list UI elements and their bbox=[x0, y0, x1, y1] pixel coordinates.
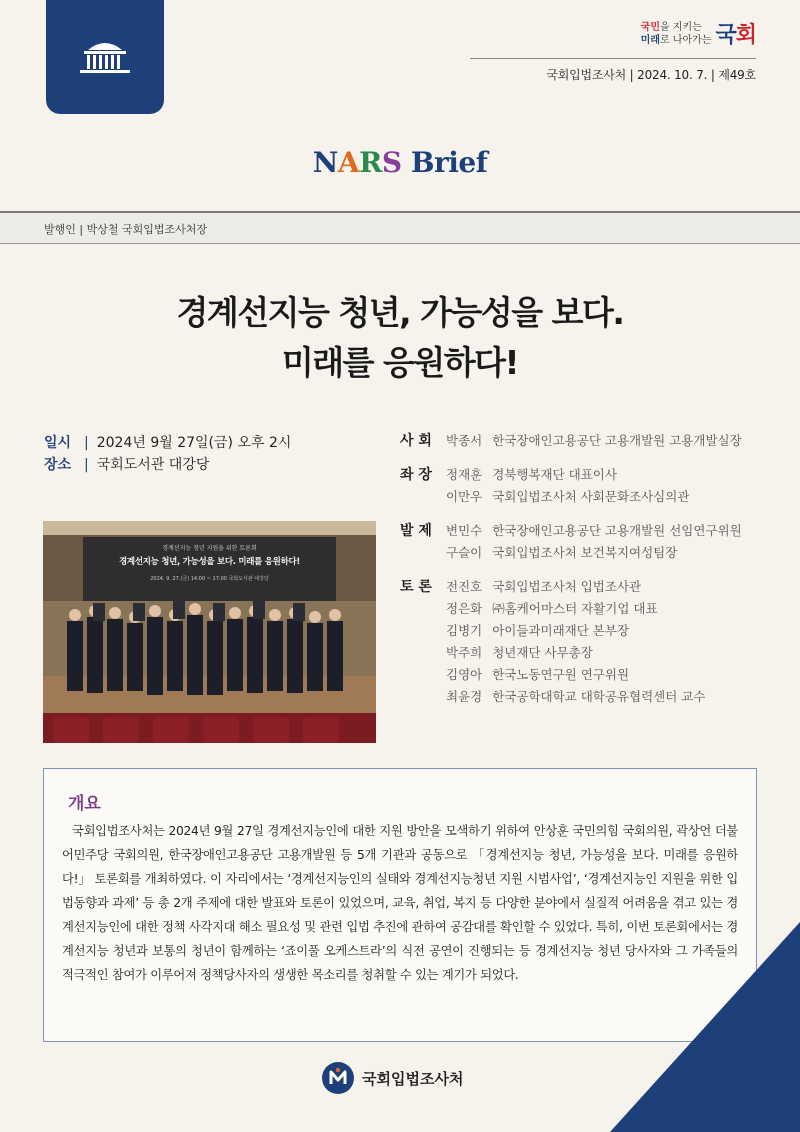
participant-name: 정은화 bbox=[446, 601, 483, 616]
corner-decoration bbox=[610, 922, 800, 1132]
participant-name: 김병기 bbox=[446, 623, 483, 638]
assembly-emblem-tab bbox=[46, 0, 164, 114]
participant-name: 구슬이 bbox=[446, 545, 483, 560]
participant-title: 한국장애인고용공단 고용개발원 고용개발실장 bbox=[492, 433, 742, 448]
issue-info: 국회입법조사처 | 2024. 10. 7. | 제49호 bbox=[546, 68, 756, 82]
role-presenter bbox=[400, 520, 742, 564]
assembly-slogan bbox=[641, 18, 756, 49]
role-panel bbox=[400, 576, 742, 708]
national-assembly-icon bbox=[74, 36, 136, 78]
participant-title: 국회입법조사처 사회문화조사심의관 bbox=[492, 489, 690, 504]
slogan-text-2: 로 나아가는 bbox=[659, 34, 712, 46]
page-title bbox=[0, 288, 800, 388]
date-label: 일시 bbox=[44, 435, 72, 451]
participant-title: 국회입법조사처 입법조사관 bbox=[492, 579, 642, 594]
place-value: 국회도서관 대강당 bbox=[96, 457, 210, 473]
event-group-photo bbox=[43, 521, 376, 743]
logo-letter-s: S bbox=[381, 146, 402, 179]
summary-heading: 개요 bbox=[68, 794, 101, 814]
participants-list bbox=[400, 430, 742, 720]
role-label: 토 론 bbox=[400, 579, 432, 595]
role-label: 발 제 bbox=[400, 523, 432, 539]
participant-title: 청년재단 사무총장 bbox=[492, 645, 593, 660]
participant-row bbox=[446, 620, 705, 642]
participant-title: 아이들과미래재단 본부장 bbox=[492, 623, 630, 638]
slogan-mark-a: 국 bbox=[715, 23, 736, 48]
participant-row bbox=[446, 464, 689, 486]
participant-row bbox=[446, 520, 742, 542]
participant-row bbox=[446, 542, 742, 564]
summary-body: 국회입법조사처는 2024년 9월 27일 경계선지능인에 대한 지원 방안을 모색하기 위하여 안상훈 국민의힘 국회의원, 곽상언 더불어민주당 국회의원, 한국장애인고용공단 고용개발원 등 5개 기관과 공동으로 「경계선지능 청년, 가능성을 보다. 미래를 응원하다!」 토론회를 개최하였다. 이 자리에서는 ‘경계선지능인의 실태와 경계선지능청년 지원 시범사업’, ‘경계선지능인 지원을 위한 입법동향과 과제’ 등 총 2개 주제에 대한 발표와 토론이 있었으며, 교육, 취업, 복지 등 다양한 분야에서 실질적 어려움을 겪고 있는 경계선지능인에 대한 정책 사각지대 해소 필요성 및 관련 입법 추진에 관하여 공감대를 확인할 수 있었다. 특히, 이번 토론회에서는 경계선지능 청년과 보통의 청년이 함께하는 ‘죠이풀 오케스트라’의 식전 공연이 진행되는 등 경계선지능 청년 당사자와 그 가족들의 적극적인 참여가 이루어져 정책당사자의 생생한 목소리를 청취할 수 있는 계기가 되었다. bbox=[62, 824, 738, 982]
date-value: 2024년 9월 27일(금) 오후 2시 bbox=[96, 435, 292, 451]
photo-banner-title: 경계선지능 청년, 가능성을 보다. 미래를 응원하다! bbox=[119, 557, 300, 567]
header-divider bbox=[470, 58, 756, 59]
logo-letter-a: A bbox=[337, 146, 360, 179]
participant-row bbox=[446, 598, 705, 620]
participant-name: 박종서 bbox=[446, 433, 483, 448]
role-moderator bbox=[400, 430, 742, 452]
slogan-highlight-2: 미래 bbox=[640, 34, 660, 46]
participant-row bbox=[446, 430, 742, 452]
participant-name: 김영아 bbox=[446, 667, 483, 682]
role-label: 사 회 bbox=[400, 433, 432, 449]
participant-row bbox=[446, 486, 689, 508]
slogan-text-1: 을 지키는 bbox=[659, 21, 702, 33]
role-chair bbox=[400, 464, 742, 508]
slogan-mark-b: 회 bbox=[735, 23, 756, 48]
logo-letter-r: R bbox=[359, 146, 382, 179]
photo-banner-top: 경계선지능 청년 지원을 위한 토론회 bbox=[162, 545, 257, 552]
participant-name: 정재훈 bbox=[446, 467, 483, 482]
participant-title: 한국장애인고용공단 고용개발원 선임연구위원 bbox=[492, 523, 742, 538]
participant-name: 박주희 bbox=[446, 645, 483, 660]
participant-row bbox=[446, 642, 705, 664]
nars-emblem-icon bbox=[322, 1062, 354, 1094]
footer-org bbox=[322, 1062, 463, 1094]
title-line-2: 미래를 응원하다! bbox=[281, 343, 519, 382]
role-label: 좌 장 bbox=[400, 467, 432, 483]
photo-banner-sub: 2024. 9. 27.(금) 14:00 ~ 17:00 국회도서관 대강당 bbox=[150, 576, 269, 582]
event-info: 일시 | 2024년 9월 27일(금) 오후 2시 장소 | 국회도서관 대강당 bbox=[44, 432, 291, 476]
logo-brief: Brief bbox=[401, 146, 488, 179]
participant-title: 한국공학대학교 대학공유협력센터 교수 bbox=[492, 689, 706, 704]
slogan-mark bbox=[715, 18, 756, 49]
participant-name: 이만우 bbox=[446, 489, 483, 504]
participant-name: 최윤경 bbox=[446, 689, 483, 704]
participant-title: 국회입법조사처 보건복지여성팀장 bbox=[492, 545, 678, 560]
footer-org-name: 국회입법조사처 bbox=[362, 1069, 464, 1088]
place-label: 장소 bbox=[44, 457, 72, 473]
participant-title: 한국노동연구원 연구위원 bbox=[492, 667, 630, 682]
participant-row bbox=[446, 576, 705, 598]
participant-name: 전진호 bbox=[446, 579, 483, 594]
publisher-bar bbox=[0, 213, 800, 244]
logo-letter-n: N bbox=[312, 146, 338, 179]
participant-title: ㈜홈케어마스터 자활기업 대표 bbox=[492, 601, 658, 616]
participant-row bbox=[446, 664, 705, 686]
publisher-text: 발행인 | 박상철 국회입법조사처장 bbox=[44, 223, 207, 236]
participant-row bbox=[446, 686, 705, 708]
participant-name: 변민수 bbox=[446, 523, 483, 538]
slogan-highlight-1: 국민 bbox=[640, 21, 660, 33]
title-line-1: 경계선지능 청년, 가능성을 보다. bbox=[176, 293, 624, 332]
participant-title: 경북행복재단 대표이사 bbox=[492, 467, 617, 482]
nars-brief-logo bbox=[0, 146, 800, 179]
